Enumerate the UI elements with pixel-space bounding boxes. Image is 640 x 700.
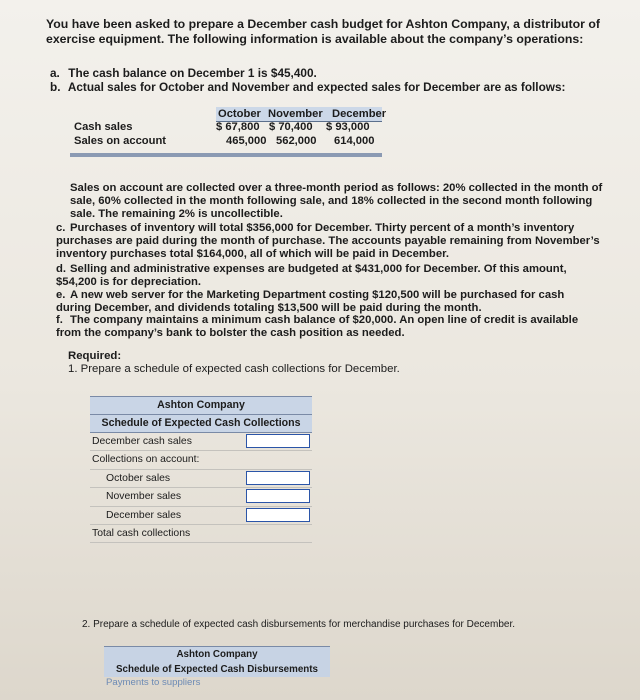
header-november: November xyxy=(268,108,323,120)
row-december-sales xyxy=(90,507,312,525)
item-d-label: d. xyxy=(56,263,67,275)
december-cash-sales-input[interactable] xyxy=(246,434,310,448)
cell-november: 562,000 xyxy=(276,135,317,147)
required-heading: Required: xyxy=(68,350,122,362)
cell-october: $ 67,800 xyxy=(216,121,260,133)
question-1: 1. Prepare a schedule of expected cash collections for December. xyxy=(68,363,400,375)
row-december-cash-sales xyxy=(90,432,312,451)
item-b-text: Actual sales for October and November and expected sales for December are as follows: xyxy=(67,80,566,94)
cell-october: 465,000 xyxy=(226,135,267,147)
sales-table-footer-rule xyxy=(70,153,382,157)
cash-disbursements-schedule xyxy=(104,646,330,689)
cell-december: 614,000 xyxy=(334,135,375,147)
item-e-label: e. xyxy=(56,289,66,301)
item-a-label: a. xyxy=(50,66,60,80)
item-e-text: A new web server for the Marketing Department costing $120,500 will be purchased for cash during December, and dividends totaling $13,500 will be paid during the month. xyxy=(56,289,565,315)
item-f-text: The company maintains a minimum cash balance of $20,000. An open line of credit is available from the company’s bank to bolster the cash position as needed. xyxy=(56,314,579,340)
schedule-company: Ashton Company xyxy=(90,396,312,414)
row-label: Payments to suppliers xyxy=(106,677,201,688)
row-label: Total cash collections xyxy=(92,527,191,539)
cell-december: $ 93,000 xyxy=(326,121,370,133)
sales-row-cash xyxy=(70,121,382,135)
row-label: Sales on account xyxy=(74,135,167,147)
cash-collections-schedule xyxy=(90,396,312,543)
row-november-sales xyxy=(90,488,312,506)
item-d xyxy=(56,263,606,289)
item-c-text: Purchases of inventory will total $356,000 for December. Thirty percent of a month’s inventory purchases are paid during the month of purchase. The accounts payable remaining from November’s inventory purchases total $164,000, all of which will be paid in December. xyxy=(56,222,600,261)
item-f-label: f. xyxy=(56,314,63,326)
item-c xyxy=(56,222,606,262)
row-total-cash-collections xyxy=(90,525,312,543)
row-label: October sales xyxy=(106,472,171,484)
problem-intro: You have been asked to prepare a December cash budget for Ashton Company, a distributor of exercise equipment. The following information is available about the company’s operations: xyxy=(46,17,600,46)
item-c-label: c. xyxy=(56,222,66,234)
question-2: 2. Prepare a schedule of expected cash disbursements for merchandise purchases for December. xyxy=(82,619,516,630)
row-label: Collections on account: xyxy=(92,454,200,466)
item-b-label: b. xyxy=(50,80,61,94)
header-december: December xyxy=(332,108,387,120)
row-label: November sales xyxy=(106,491,182,503)
row-collections-on-account xyxy=(90,451,312,469)
row-october-sales xyxy=(90,470,312,488)
cell-november: $ 70,400 xyxy=(269,121,313,133)
header-october: October xyxy=(218,108,261,120)
collections-paragraph: Sales on account are collected over a three-month period as follows: 20% collected in the month of sale, 60% collected in the month following sale, and 18% collected in the second month following sale. The remaining 2% is uncollectible. xyxy=(70,182,603,221)
item-f xyxy=(56,314,606,340)
row-payments-to-suppliers xyxy=(104,677,330,689)
schedule-title: Schedule of Expected Cash Disbursements xyxy=(104,662,330,677)
november-sales-input[interactable] xyxy=(246,489,310,503)
row-label: December cash sales xyxy=(92,436,192,447)
december-sales-input[interactable] xyxy=(246,508,310,522)
october-sales-input[interactable] xyxy=(246,471,310,485)
item-a xyxy=(50,66,610,80)
row-label: December sales xyxy=(106,509,182,521)
item-e xyxy=(56,289,596,315)
schedule-company: Ashton Company xyxy=(104,646,330,662)
row-label: Cash sales xyxy=(74,121,133,133)
item-a-text: The cash balance on December 1 is $45,400. xyxy=(68,66,317,80)
item-b xyxy=(50,80,610,94)
sales-row-account xyxy=(70,135,382,149)
sales-table xyxy=(70,107,387,159)
required-section xyxy=(68,350,400,376)
sales-table-header xyxy=(216,107,387,122)
item-d-text: Selling and administrative expenses are budgeted at $431,000 for December. Of this amount, $54,200 is for depreciation. xyxy=(56,263,567,289)
schedule-title: Schedule of Expected Cash Collections xyxy=(90,414,312,432)
